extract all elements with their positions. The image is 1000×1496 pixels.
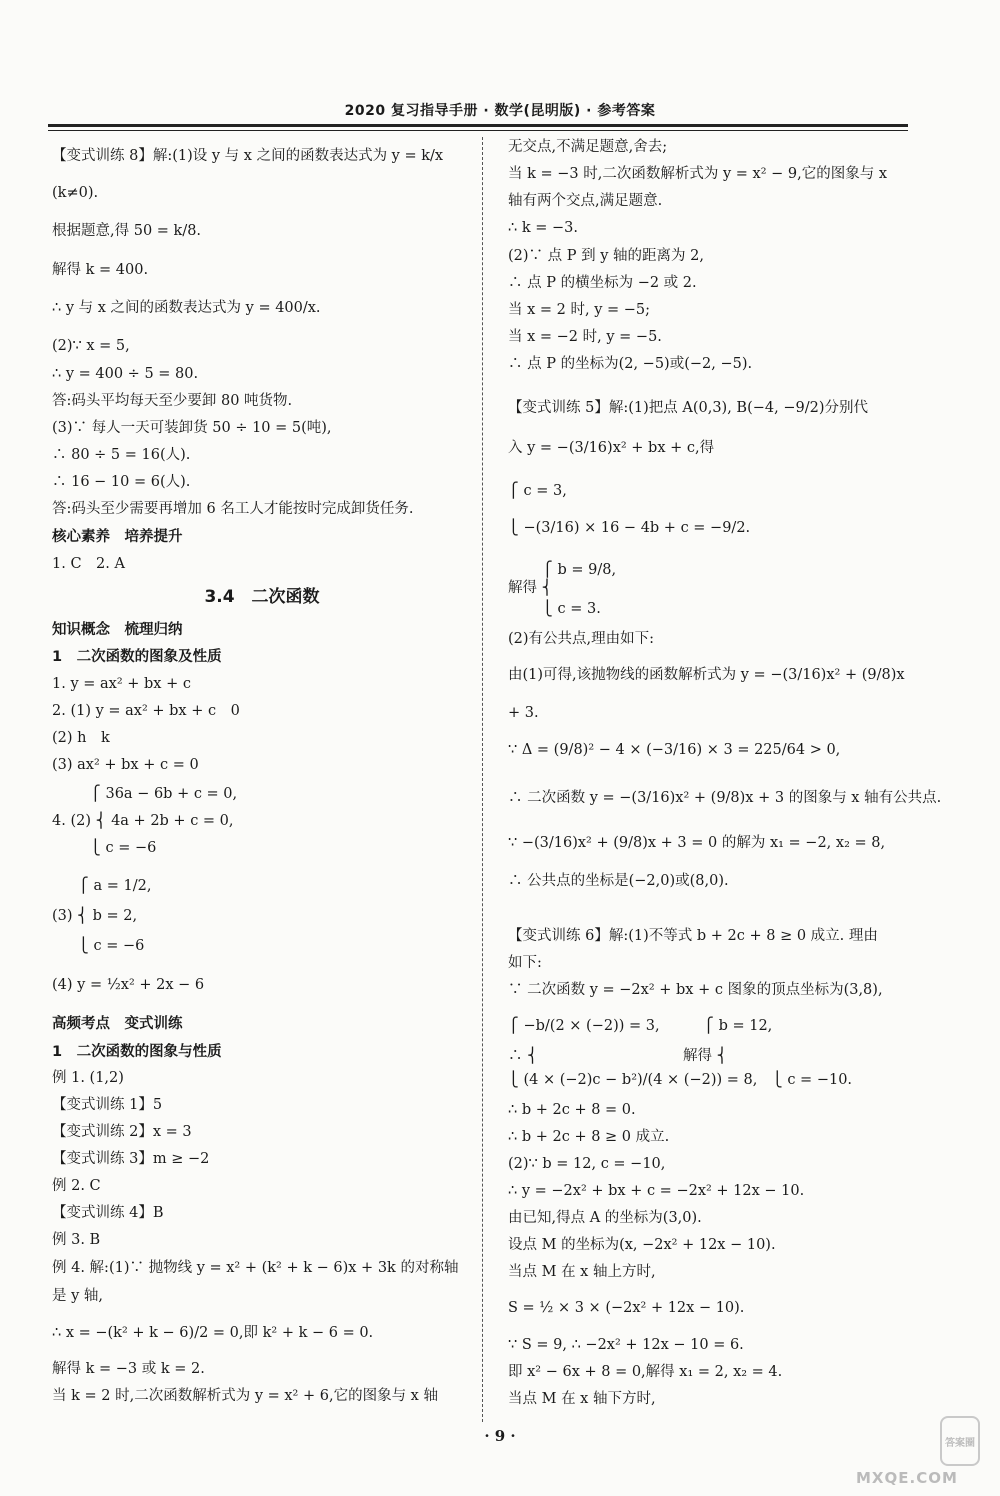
text-line: (3) ax² + bx + c = 0: [52, 757, 199, 773]
text-line: 当 x = −2 时, y = −5.: [508, 329, 662, 345]
header-rule-thin: [48, 130, 908, 131]
text-line: 当 k = 2 时,二次函数解析式为 y = x² + 6,它的图象与 x 轴: [52, 1388, 438, 1404]
text-line: 由已知,得点 A 的坐标为(3,0).: [508, 1210, 702, 1226]
equation-line: ∴ ⎨ 解得 ⎨: [508, 1048, 728, 1064]
watermark-logo: 答案圈: [945, 1437, 975, 1449]
text-line: ∴ b + 2c + 8 = 0.: [508, 1102, 636, 1118]
text-line: (2) h k: [52, 730, 110, 746]
equation-line: ⎩ c = −6: [78, 938, 145, 954]
text-line: (3)∵ 每人一天可装卸货 50 ÷ 10 = 5(吨),: [52, 420, 332, 436]
text-line: ∴ 16 − 10 = 6(人).: [52, 474, 191, 490]
text-line: ∴ k = −3.: [508, 220, 578, 236]
equation-line: 解得 ⎨: [508, 580, 553, 596]
text-line: 2. (1) y = ax² + bx + c 0: [52, 703, 240, 719]
equation-line: 4. (2) ⎨ 4a + 2b + c = 0,: [52, 813, 234, 829]
text-line: + 3.: [508, 705, 539, 721]
text-line: 【变式训练 2】x = 3: [52, 1124, 192, 1140]
text-line: ∴ 公共点的坐标是(−2,0)或(8,0).: [508, 873, 729, 889]
text-line: 【变式训练 4】B: [52, 1205, 164, 1221]
text-line: ∴ x = −(k² + k − 6)/2 = 0,即 k² + k − 6 = 0.: [52, 1325, 374, 1341]
chapter-title: 3.4 二次函数: [204, 587, 320, 607]
equation-line: ⎧ b = 9/8,: [542, 562, 617, 578]
text-line: 即 x² − 6x + 8 = 0,解得 x₁ = 2, x₂ = 4.: [508, 1364, 783, 1380]
text-line: 【变式训练 5】解:(1)把点 A(0,3), B(−4, −9/2)分别代: [508, 400, 868, 416]
text-line: 【变式训练 3】m ≥ −2: [52, 1151, 210, 1167]
text-line: ∵ 二次函数 y = −2x² + bx + c 图象的顶点坐标为(3,8),: [508, 982, 883, 998]
text-line: ∴ 80 ÷ 5 = 16(人).: [52, 447, 191, 463]
text-line: ∴ y = 400 ÷ 5 = 80.: [52, 366, 199, 382]
text-line: 解得 k = 400.: [52, 262, 149, 278]
text-line: ∴ 点 P 的横坐标为 −2 或 2.: [508, 275, 697, 291]
text-line: 例 4. 解:(1)∵ 抛物线 y = x² + (k² + k − 6)x + 3k 的对称轴: [52, 1260, 459, 1276]
text-line: ∴ b + 2c + 8 ≥ 0 成立.: [508, 1129, 670, 1145]
page-number: · 9 ·: [484, 1427, 516, 1445]
text-line: (2)∵ x = 5,: [52, 338, 130, 354]
page-title: 2020 复习指导手册 · 数学(昆明版) · 参考答案: [344, 103, 656, 119]
column-divider: [482, 137, 483, 1422]
text-line: 由(1)可得,该抛物线的函数解析式为 y = −(3/16)x² + (9/8)x: [508, 667, 905, 683]
equation-line: ⎩ c = 3.: [542, 601, 601, 617]
section-heading: 核心素养 培养提升: [52, 529, 183, 545]
text-line: 入 y = −(3/16)x² + bx + c,得: [508, 440, 715, 456]
text-line: 【变式训练 6】解:(1)不等式 b + 2c + 8 ≥ 0 成立. 理由: [508, 928, 878, 944]
text-line: ∴ y = −2x² + bx + c = −2x² + 12x − 10.: [508, 1183, 805, 1199]
equation-line: ⎧ −b/(2 × (−2)) = 3, ⎧ b = 12,: [508, 1018, 773, 1034]
header-rule: [48, 124, 908, 127]
text-line: 答:码头至少需要再增加 6 名工人才能按时完成卸货任务.: [52, 501, 414, 517]
text-line: (k≠0).: [52, 185, 99, 201]
text-line: 答:码头平均每天至少要卸 80 吨货物.: [52, 393, 293, 409]
text-line: 解得 k = −3 或 k = 2.: [52, 1361, 205, 1377]
text-line: ∴ 二次函数 y = −(3/16)x² + (9/8)x + 3 的图象与 x 轴有公共点.: [508, 790, 942, 806]
section-heading: 高频考点 变式训练: [52, 1016, 183, 1032]
equation-line: ⎩ −(3/16) × 16 − 4b + c = −9/2.: [508, 520, 751, 536]
text-line: S = ½ × 3 × (−2x² + 12x − 10).: [508, 1300, 745, 1316]
text-line: 当 x = 2 时, y = −5;: [508, 302, 651, 318]
text-line: (2)∵ b = 12, c = −10,: [508, 1156, 666, 1172]
watermark-text: MXQE.COM: [856, 1469, 958, 1487]
text-line: ∴ y 与 x 之间的函数表达式为 y = 400/x.: [52, 300, 321, 316]
section-heading: 知识概念 梳理归纳: [52, 622, 183, 638]
equation-line: ⎧ c = 3,: [508, 483, 567, 499]
subsection-heading: 1 二次函数的图象与性质: [52, 1044, 222, 1060]
text-line: 例 2. C: [52, 1178, 101, 1194]
text-line: 1. C 2. A: [52, 556, 125, 572]
subsection-heading: 1 二次函数的图象及性质: [52, 649, 222, 665]
text-line: 当点 M 在 x 轴上方时,: [508, 1264, 656, 1280]
text-line: 如下:: [508, 955, 542, 971]
text-line: 轴有两个交点,满足题意.: [508, 193, 663, 209]
text-line: ∴ 点 P 的坐标为(2, −5)或(−2, −5).: [508, 356, 753, 372]
equation-line: ⎧ a = 1/2,: [78, 878, 152, 894]
text-line: 是 y 轴,: [52, 1288, 104, 1304]
text-line: 当点 M 在 x 轴下方时,: [508, 1391, 656, 1407]
text-line: (2)∵ 点 P 到 y 轴的距离为 2,: [508, 248, 704, 264]
equation-line: ⎩ c = −6: [90, 840, 157, 856]
text-line: 当 k = −3 时,二次函数解析式为 y = x² − 9,它的图象与 x: [508, 166, 888, 182]
text-line: 根据题意,得 50 = k/8.: [52, 223, 202, 239]
text-line: 例 3. B: [52, 1232, 101, 1248]
text-line: (2)有公共点,理由如下:: [508, 631, 655, 647]
text-line: 无交点,不满足题意,舍去;: [508, 139, 668, 155]
text-line: 例 1. (1,2): [52, 1070, 124, 1086]
equation-line: (3) ⎨ b = 2,: [52, 908, 138, 924]
text-line: ∵ Δ = (9/8)² − 4 × (−3/16) × 3 = 225/64 > 0,: [508, 742, 841, 758]
text-line: ∵ −(3/16)x² + (9/8)x + 3 = 0 的解为 x₁ = −2, x₂ = 8,: [508, 835, 886, 851]
text-line: 设点 M 的坐标为(x, −2x² + 12x − 10).: [508, 1237, 776, 1253]
text-line: 1. y = ax² + bx + c: [52, 676, 191, 692]
equation-line: ⎧ 36a − 6b + c = 0,: [90, 786, 238, 802]
text-line: 【变式训练 8】解:(1)设 y 与 x 之间的函数表达式为 y = k/x: [52, 148, 444, 164]
watermark-logo-icon: [940, 1416, 980, 1466]
text-line: ∵ S = 9, ∴ −2x² + 12x − 10 = 6.: [508, 1337, 744, 1353]
text-line: 【变式训练 1】5: [52, 1097, 163, 1113]
equation-line: ⎩ (4 × (−2)c − b²)/(4 × (−2)) = 8, ⎩ c = −10.: [508, 1072, 853, 1088]
text-line: (4) y = ½x² + 2x − 6: [52, 977, 205, 993]
